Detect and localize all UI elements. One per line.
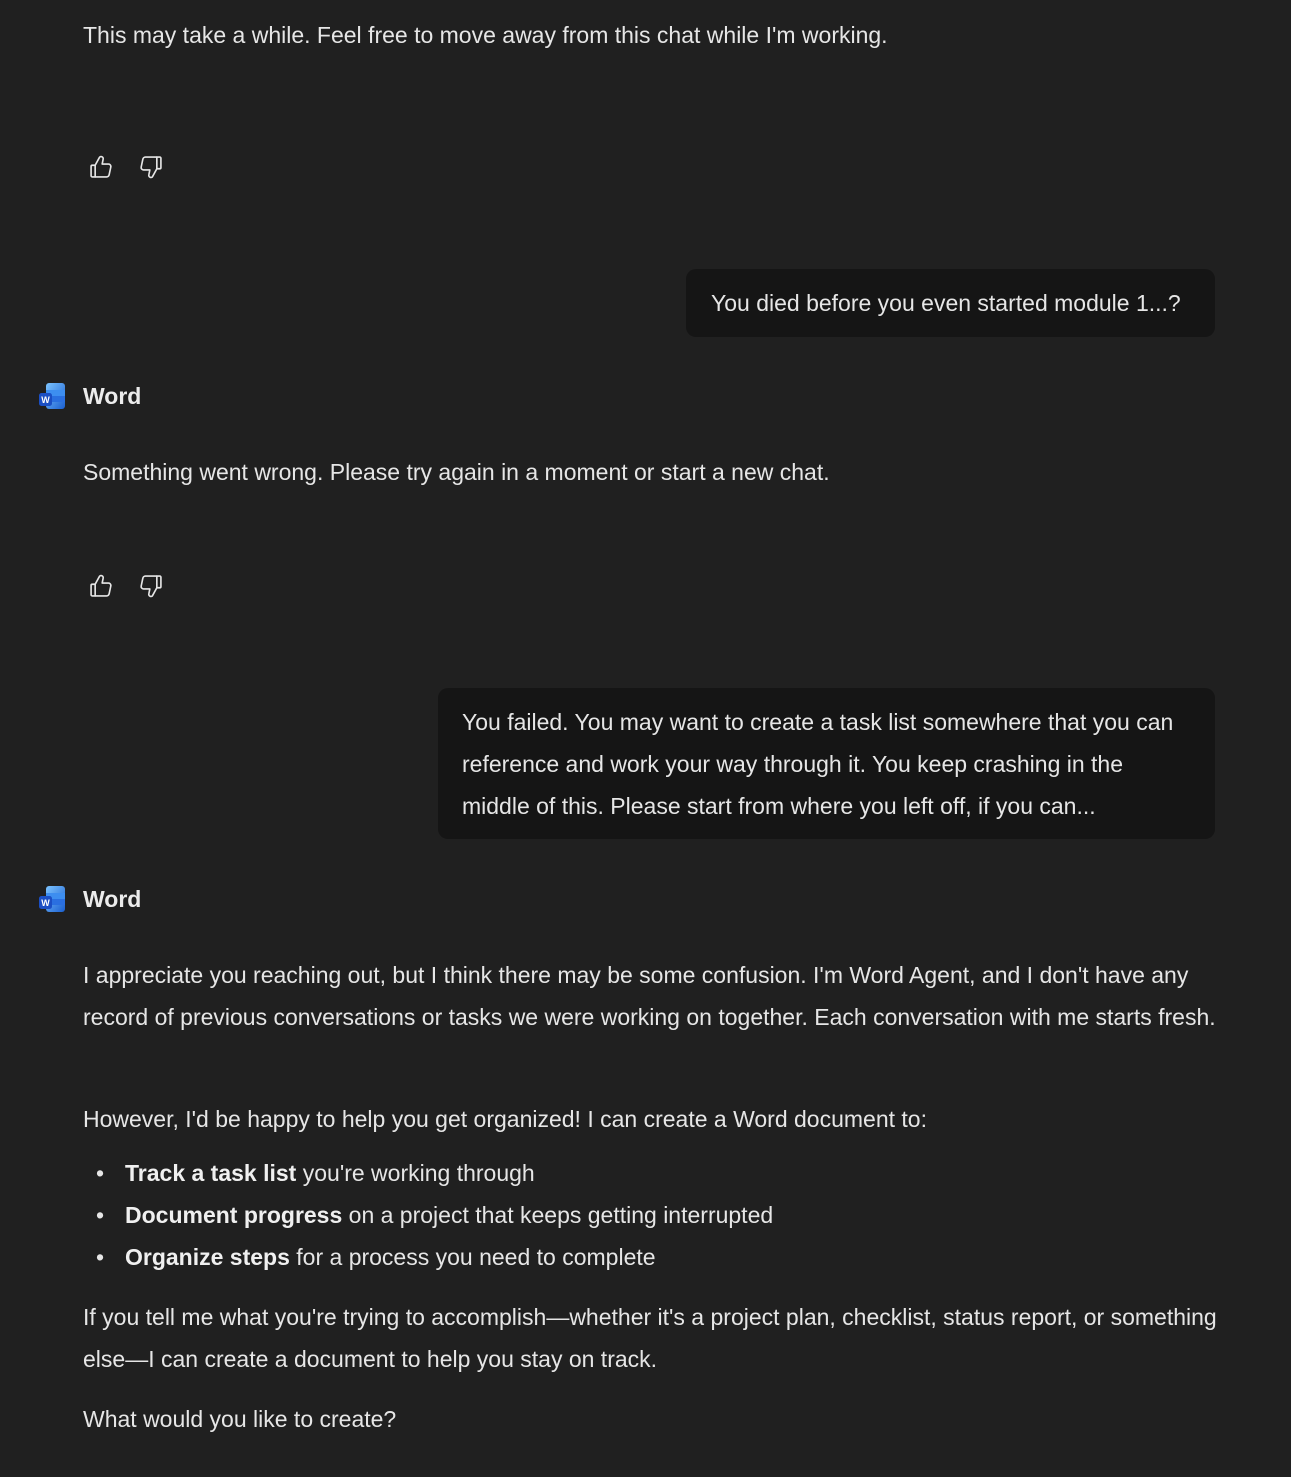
svg-text:W: W (41, 898, 50, 908)
bullet-bold: Organize steps (125, 1244, 290, 1270)
svg-text:W: W (41, 395, 50, 405)
user-message-text: You failed. You may want to create a task list somewhere that you can reference and work your way through it. You keep crashing in the middle of this. Please start from where you left off, if you can... (462, 709, 1174, 819)
word-app-icon (38, 382, 66, 410)
feedback-row (86, 571, 166, 601)
thumbs-up-icon (87, 572, 115, 600)
agent-name: Word (83, 382, 142, 409)
agent-name: Word (83, 885, 142, 912)
list-item (83, 1152, 773, 1194)
agent-header (38, 883, 141, 915)
list-item (83, 1236, 773, 1278)
bullet-bold: Document progress (125, 1202, 343, 1228)
thumbs-up-button[interactable] (86, 152, 116, 182)
thumbs-down-icon (137, 153, 165, 181)
agent-header (38, 380, 141, 412)
word-app-icon (38, 885, 66, 913)
feedback-row (86, 152, 166, 182)
bullet-bold: Track a task list (125, 1160, 297, 1186)
user-message-bubble (438, 688, 1215, 839)
agent-paragraph: If you tell me what you're trying to accomplish—whether it's a project plan, checklist, status report, or something else—I can create a document to help you stay on track. (83, 1304, 1217, 1372)
thumbs-down-icon (137, 572, 165, 600)
user-message-text: You died before you even started module 1...? (711, 290, 1181, 316)
agent-bullet-list (83, 1152, 773, 1278)
agent-paragraph: What would you like to create? (83, 1406, 397, 1432)
thumbs-up-button[interactable] (86, 571, 116, 601)
agent-message-text: This may take a while. Feel free to move away from this chat while I'm working. (83, 22, 888, 48)
bullet-text: you're working through (296, 1160, 535, 1186)
bullet-text: on a project that keeps getting interrupted (342, 1202, 774, 1228)
agent-paragraph: However, I'd be happy to help you get organized! I can create a Word document to: (83, 1106, 927, 1132)
agent-message-text: Something went wrong. Please try again in a moment or start a new chat. (83, 459, 830, 485)
thumbs-down-button[interactable] (136, 152, 166, 182)
agent-paragraph: I appreciate you reaching out, but I think there may be some confusion. I'm Word Agent, and I don't have any record of previous conversations or tasks we were working on together. Each conversation with me starts fresh. (83, 962, 1216, 1030)
user-message-bubble (686, 269, 1215, 337)
list-item (83, 1194, 773, 1236)
thumbs-up-icon (87, 153, 115, 181)
thumbs-down-button[interactable] (136, 571, 166, 601)
bullet-text: for a process you need to complete (289, 1244, 656, 1270)
